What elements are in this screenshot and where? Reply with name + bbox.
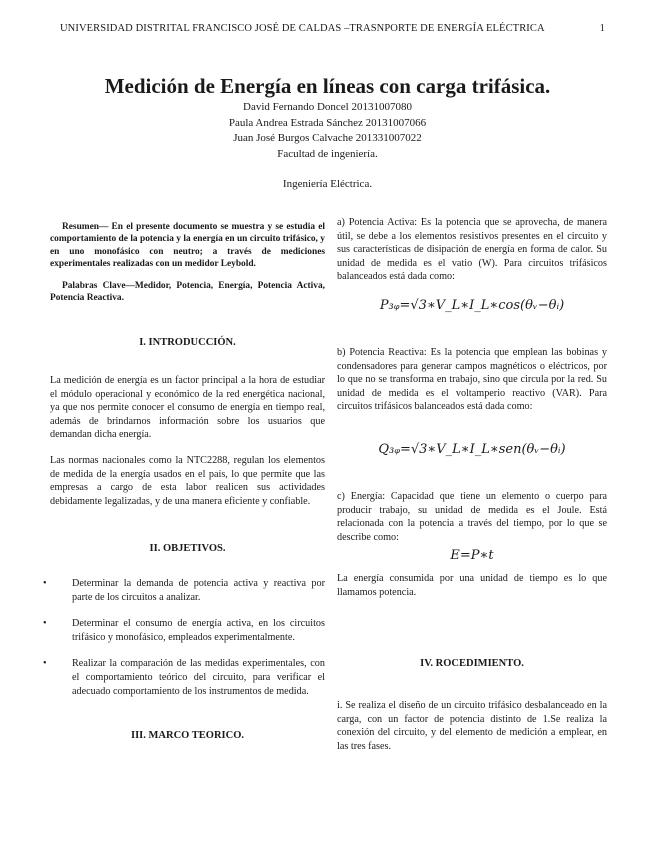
procedure-heading-wrap bbox=[337, 657, 607, 671]
equation-active-power: P₃ᵩ=√3∗V_L∗I_L∗cos(θᵥ−θᵢ) bbox=[379, 298, 565, 313]
bullet-icon: • bbox=[43, 578, 47, 589]
theory-heading-wrap bbox=[50, 729, 325, 743]
paragraph: La energía consumida por una unidad de tiempo es lo que llamamos potencia. bbox=[337, 573, 607, 598]
paragraph: b) Potencia Reactiva: Es la potencia que emplean las bobinas y condensadores para generar campos magnéticos o eléctricos, por lo que no se transforma en trabajo, sino que circula por la red. Su unidad de medida es el voltamperio reactivo (VAR). Para circuitos trifásicos balanceados está dada como: bbox=[337, 347, 607, 413]
bullet-icon: • bbox=[43, 658, 47, 670]
author-line: David Fernando Doncel 20131007080 bbox=[243, 101, 412, 113]
intro-heading-wrap bbox=[50, 336, 325, 350]
intro-body bbox=[50, 374, 325, 508]
procedure-body bbox=[337, 699, 607, 753]
theory-b bbox=[337, 346, 607, 414]
objectives-heading-wrap bbox=[50, 542, 325, 556]
bullet-icon: • bbox=[43, 618, 47, 630]
section-heading: IV. ROCEDIMIENTO. bbox=[420, 658, 524, 669]
author-block bbox=[0, 100, 655, 162]
list-item: • Realizar la comparación de las medidas experimentales, con el comportamiento teórico del circuito, para verificar el adecuado comportamiento de los instrumentos de medida. bbox=[43, 658, 325, 697]
theory-a bbox=[337, 216, 607, 284]
section-heading: III. MARCO TEORICO. bbox=[131, 730, 244, 741]
list-item: • Determinar la demanda de potencia activa y reactiva por parte de los circuitos a analizar. bbox=[43, 578, 325, 603]
page-number: 1 bbox=[599, 23, 605, 34]
faculty-line: Facultad de ingeniería. bbox=[277, 147, 378, 160]
paragraph: La medición de energía es un factor principal a la hora de estudiar el módulo operacional y económico de la red energética nacional, ya que nos permite conocer el consumo de energía en tiempo real, además de brindarnos información sobre los usuarios que demandan dicha energía. bbox=[50, 375, 325, 441]
running-title: UNIVERSIDAD DISTRITAL FRANCISCO JOSÉ DE CALDAS –TRASNPORTE DE ENERGÍA ELÉCTRICA bbox=[60, 23, 545, 34]
keywords: Palabras Clave—Medidor, Potencia, Energía, Potencia Activa, Potencia Reactiva. bbox=[50, 280, 325, 304]
objectives-list bbox=[43, 577, 325, 698]
section-heading: II. OBJETIVOS. bbox=[149, 543, 226, 554]
theory-c bbox=[337, 490, 607, 544]
author-line: Juan José Burgos Calvache 201331007022 bbox=[233, 132, 422, 144]
paragraph: a) Potencia Activa: Es la potencia que se aprovecha, de manera útil, se debe a los elementos resistivos presentes en el circuito y sus características de disipación de energía en forma de calor. Su unidad de medida es el vatio (W). Para circuitos trifásicos balanceados está dada como: bbox=[337, 217, 607, 283]
running-header bbox=[60, 23, 605, 34]
objectives-list-wrap bbox=[43, 577, 325, 711]
author-line: Paula Andrea Estrada Sánchez 20131007066 bbox=[228, 116, 427, 129]
list-item: • Determinar el consumo de energía activa, en los circuitos trifásico y monofásico, empleados experimentalmente. bbox=[43, 618, 325, 643]
theory-c2 bbox=[337, 572, 607, 599]
paragraph: i. Se realiza el diseño de un circuito trifásico desbalanceado en la carga, con un factor de potencia distinto de 1.Se realiza la conexión del circuito, y del elemento de medición a emplear, en las tres fases. bbox=[337, 700, 607, 752]
paragraph: c) Energía: Capacidad que tiene un elemento o cuerpo para producir trabajo, su unidad de medida es el Joule. Está relacionada con la potencia a través del tiempo, por lo que se describe como: bbox=[337, 491, 607, 543]
equation-reactive-power: Q₃ᵩ=√3∗V_L∗I_L∗sen(θᵥ−θᵢ) bbox=[378, 442, 566, 457]
paragraph: Las normas nacionales como la NTC2288, regulan los elementos de medida de la energía usados en el país, lo que permite que las empresas a cargo de esta labor realicen sus actividades debidamente legalizadas, y de una manera eficiente y confiable. bbox=[50, 454, 325, 507]
equation-energy: E=P∗t bbox=[450, 548, 494, 563]
paper-title: Medición de Energía en líneas con carga trifásica. bbox=[104, 74, 551, 98]
department: Ingeniería Eléctrica. bbox=[282, 178, 373, 190]
abstract-block bbox=[50, 221, 325, 304]
abstract: Resumen— En el presente documento se muestra y se estudia el comportamiento de la potencia y la energía en un circuito trifásico, y en uno monofásico con neutro; a través de mediciones experimentales realizadas con un medidor Leybold. bbox=[50, 222, 325, 270]
section-heading: I. INTRODUCCIÓN. bbox=[139, 337, 236, 348]
